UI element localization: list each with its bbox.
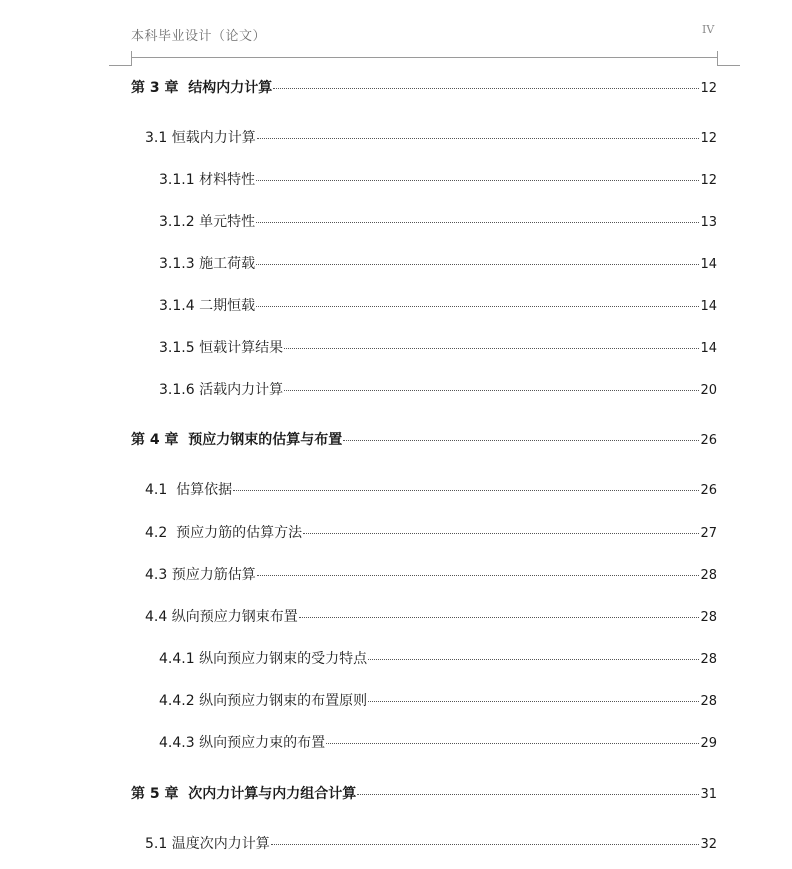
toc-dot-leader [368,701,699,702]
toc-entry-4-4-2[interactable] [159,690,717,710]
toc-dot-leader [233,490,699,491]
toc-entry-page: 14 [700,299,717,314]
toc-entry-title: 3.1.6 活载内力计算 [159,382,284,398]
toc-entry-page: 32 [700,837,717,852]
toc-entry-4-4[interactable] [145,606,717,626]
toc-entry-title: 4.3 预应力筋估算 [145,567,256,583]
toc-dot-leader [303,533,699,534]
toc-entry-title: 3.1.3 施工荷载 [159,256,256,272]
toc-dot-leader [368,659,699,660]
header-rule [131,57,717,58]
toc-entry-title: 4.4.2 纵向预应力钢束的布置原则 [159,693,368,709]
toc-dot-leader [357,794,699,795]
toc-entry-page: 27 [700,526,717,541]
toc-entry-page: 28 [700,694,717,709]
toc-entry-page: 28 [700,568,717,583]
toc-entry-page: 29 [700,736,717,751]
toc-entry-title: 4.2 预应力筋的估算方法 [145,525,303,541]
toc-entry-3-1[interactable] [145,127,717,147]
toc-entry-title: 3.1.1 材料特性 [159,172,256,188]
toc-entry-title: 4.4.1 纵向预应力钢束的受力特点 [159,651,368,667]
toc-entry-title: 3.1.2 单元特性 [159,214,256,230]
toc-entry-chapter-3[interactable] [131,77,717,97]
toc-entry-3-1-5[interactable] [159,337,717,357]
toc-entry-title: 3.1.5 恒载计算结果 [159,340,284,356]
toc-dot-leader [256,264,699,265]
toc-entry-5-1[interactable] [145,833,717,853]
toc-entry-4-4-3[interactable] [159,732,717,752]
toc-entry-title: 第 5 章 次内力计算与内力组合计算 [131,786,357,802]
page-header [0,0,792,70]
toc-entry-title: 第 3 章 结构内力计算 [131,80,273,96]
header-page-number: IV [702,23,715,36]
toc-entry-chapter-4[interactable] [131,429,717,449]
toc-entry-title: 第 4 章 预应力钢束的估算与布置 [131,432,343,448]
toc-entry-title: 3.1 恒载内力计算 [145,130,256,146]
toc-entry-page: 14 [700,341,717,356]
toc-dot-leader [271,844,700,845]
toc-entry-page: 28 [700,610,717,625]
toc-entry-title: 4.4.3 纵向预应力束的布置 [159,735,326,751]
toc-entry-page: 13 [700,215,717,230]
toc-entry-4-4-1[interactable] [159,648,717,668]
toc-entry-page: 31 [700,787,717,802]
toc-dot-leader [273,88,699,89]
toc-dot-leader [256,222,699,223]
toc-entry-page: 12 [700,131,717,146]
toc-entry-title: 5.1 温度次内力计算 [145,836,270,852]
toc-entry-page: 12 [700,81,717,96]
toc-dot-leader [257,575,700,576]
toc-dot-leader [343,440,699,441]
toc-entry-title: 3.1.4 二期恒载 [159,298,256,314]
toc-entry-3-1-1[interactable] [159,169,717,189]
toc-entry-page: 14 [700,257,717,272]
toc-dot-leader [284,390,699,391]
document-header-title: 本科毕业设计（论文） [131,29,267,44]
toc-dot-leader [257,138,700,139]
margin-corner-mark-left [109,51,132,66]
margin-corner-mark-right [717,51,740,66]
toc-entry-3-1-6[interactable] [159,379,717,399]
toc-dot-leader [326,743,699,744]
toc-entry-page: 20 [700,383,717,398]
toc-entry-title: 4.4 纵向预应力钢束布置 [145,609,298,625]
toc-entry-page: 26 [700,483,717,498]
toc-entry-3-1-2[interactable] [159,211,717,231]
toc-entry-4-3[interactable] [145,564,717,584]
toc-entry-3-1-4[interactable] [159,295,717,315]
toc-entry-page: 28 [700,652,717,667]
toc-dot-leader [299,617,700,618]
toc-entry-title: 4.1 估算依据 [145,482,233,498]
toc-dot-leader [256,180,699,181]
toc-entry-4-2[interactable] [145,522,717,542]
toc-entry-chapter-5[interactable] [131,783,717,803]
toc-entry-page: 26 [700,433,717,448]
toc-dot-leader [256,306,699,307]
toc-entry-4-1[interactable] [145,479,717,499]
toc-entry-page: 12 [700,173,717,188]
toc-dot-leader [284,348,699,349]
toc-entry-3-1-3[interactable] [159,253,717,273]
